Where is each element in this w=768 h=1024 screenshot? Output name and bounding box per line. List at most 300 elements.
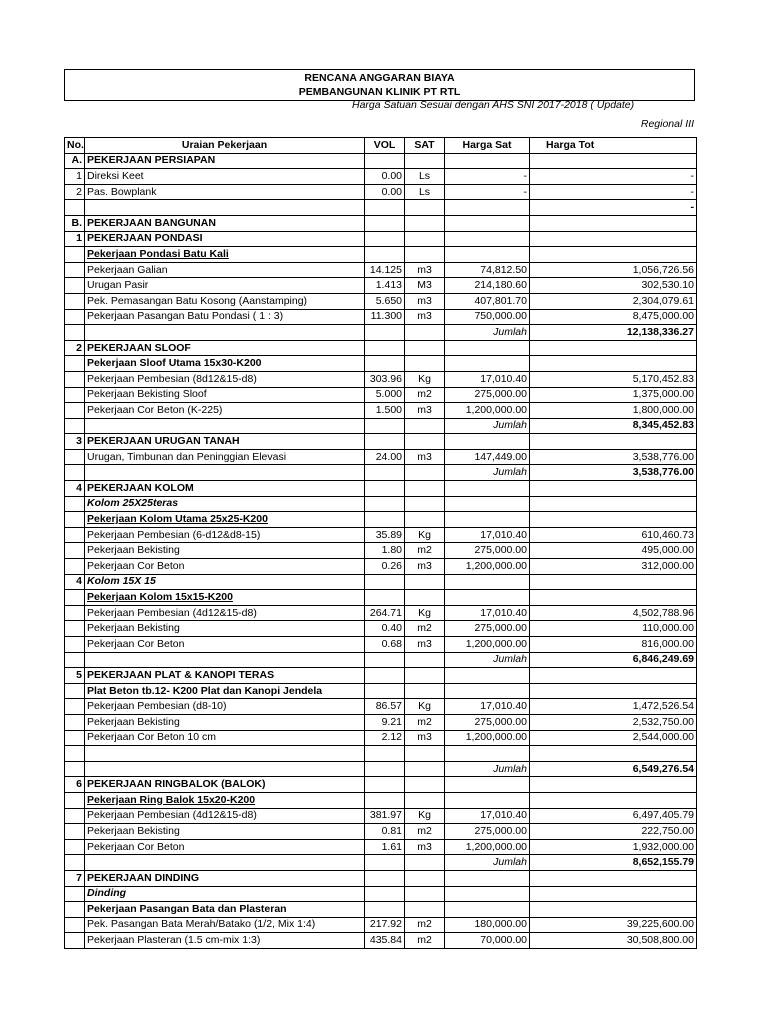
- cell-no: [65, 590, 85, 606]
- cell-sat: Kg: [405, 699, 445, 715]
- cell-sat: [405, 902, 445, 918]
- cell-vol: 1.80: [365, 543, 405, 559]
- cell-vol: [365, 496, 405, 512]
- cell-vol: 0.00: [365, 184, 405, 200]
- cell-vol: 5.650: [365, 293, 405, 309]
- table-row: [65, 933, 697, 949]
- cell-vol: 217.92: [365, 917, 405, 933]
- cell-no: [65, 465, 85, 481]
- cell-uraian: Pekerjaan Galian: [85, 262, 365, 278]
- cell-harga-sat: 275,000.00: [445, 543, 530, 559]
- cell-sat: [405, 668, 445, 684]
- cell-harga-tot: 1,375,000.00: [530, 387, 697, 403]
- cell-harga-tot: [530, 356, 697, 372]
- table-row: [65, 870, 697, 886]
- cell-harga-tot: 110,000.00: [530, 621, 697, 637]
- cell-uraian: Pek. Pemasangan Batu Kosong (Aanstamping): [85, 293, 365, 309]
- cell-harga-sat: 17,010.40: [445, 527, 530, 543]
- cell-no: [65, 496, 85, 512]
- cell-harga-tot: [530, 512, 697, 528]
- cell-sat: [405, 574, 445, 590]
- cell-no: A.: [65, 153, 85, 169]
- cell-uraian: Plat Beton tb.12- K200 Plat dan Kanopi Jendela: [85, 683, 365, 699]
- cell-vol: [365, 356, 405, 372]
- cell-no: [65, 247, 85, 263]
- cell-no: [65, 917, 85, 933]
- cell-no: [65, 621, 85, 637]
- cell-uraian: Pekerjaan Plasteran (1.5 cm-mix 1:3): [85, 933, 365, 949]
- cell-no: [65, 761, 85, 777]
- cell-no: [65, 543, 85, 559]
- table-row: [65, 512, 697, 528]
- cell-vol: [365, 465, 405, 481]
- cell-harga-sat: 407,801.70: [445, 293, 530, 309]
- price-basis-note: Harga Satuan Sesuai dengan AHS SNI 2017-2018 ( Update): [352, 99, 635, 111]
- cell-vol: [365, 247, 405, 263]
- cell-vol: [365, 668, 405, 684]
- cell-sat: [405, 200, 445, 216]
- cell-vol: [365, 652, 405, 668]
- cell-no: 1: [65, 231, 85, 247]
- cell-harga-sat: [445, 496, 530, 512]
- cell-vol: 435.84: [365, 933, 405, 949]
- table-row: [65, 683, 697, 699]
- cell-sat: m2: [405, 917, 445, 933]
- table-row: [65, 434, 697, 450]
- table-row: [65, 169, 697, 185]
- table-row: [65, 714, 697, 730]
- cell-harga-tot: 3,538,776.00: [530, 449, 697, 465]
- cell-harga-sat: 180,000.00: [445, 917, 530, 933]
- cell-sat: m3: [405, 293, 445, 309]
- cell-no: [65, 325, 85, 341]
- table-row: [65, 278, 697, 294]
- table-row: [65, 418, 697, 434]
- cell-uraian: Pekerjaan Bekisting: [85, 621, 365, 637]
- cell-uraian: Urugan, Timbunan dan Peninggian Elevasi: [85, 449, 365, 465]
- cell-uraian: Pekerjaan Kolom Utama 25x25-K200: [85, 512, 365, 528]
- cell-sat: [405, 683, 445, 699]
- cell-harga-tot: [530, 777, 697, 793]
- cell-harga-tot: 12,138,336.27: [530, 325, 697, 341]
- cell-sat: m3: [405, 403, 445, 419]
- cell-uraian: PEKERJAAN SLOOF: [85, 340, 365, 356]
- cell-uraian: Pekerjaan Bekisting: [85, 824, 365, 840]
- cell-harga-tot: 302,530.10: [530, 278, 697, 294]
- cell-uraian: [85, 746, 365, 762]
- cell-harga-sat: Jumlah: [445, 855, 530, 871]
- cell-vol: 1.413: [365, 278, 405, 294]
- header-harga-tot-label: Harga Tot: [546, 138, 595, 151]
- table-row: [65, 356, 697, 372]
- cell-harga-tot: 1,932,000.00: [530, 839, 697, 855]
- cost-estimate-table: [64, 137, 697, 949]
- cell-vol: [365, 481, 405, 497]
- cell-vol: 0.26: [365, 559, 405, 575]
- cell-harga-tot: [530, 792, 697, 808]
- cell-harga-tot: [530, 574, 697, 590]
- header-sat: SAT: [405, 138, 445, 154]
- cell-uraian: PEKERJAAN RINGBALOK (BALOK): [85, 777, 365, 793]
- cell-uraian: Pekerjaan Pembesian (4d12&15-d8): [85, 605, 365, 621]
- cell-vol: 264.71: [365, 605, 405, 621]
- cell-uraian: Pekerjaan Cor Beton: [85, 637, 365, 653]
- cell-vol: 0.81: [365, 824, 405, 840]
- table-row: [65, 231, 697, 247]
- cell-harga-tot: 3,538,776.00: [530, 465, 697, 481]
- cell-harga-sat: 74,812.50: [445, 262, 530, 278]
- cell-vol: 0.68: [365, 637, 405, 653]
- cell-no: 7: [65, 870, 85, 886]
- cell-harga-sat: [445, 902, 530, 918]
- cell-harga-sat: [445, 683, 530, 699]
- table-row: [65, 886, 697, 902]
- table-row: [65, 792, 697, 808]
- table-row: [65, 824, 697, 840]
- cell-vol: 14.125: [365, 262, 405, 278]
- header-vol: VOL: [365, 138, 405, 154]
- header-harga-sat: Harga Sat: [445, 138, 530, 154]
- cell-vol: 1.61: [365, 839, 405, 855]
- cell-no: [65, 808, 85, 824]
- table-row: [65, 839, 697, 855]
- cell-no: [65, 356, 85, 372]
- cell-sat: [405, 652, 445, 668]
- cell-harga-sat: [445, 247, 530, 263]
- cell-harga-sat: 17,010.40: [445, 371, 530, 387]
- cell-no: [65, 714, 85, 730]
- cell-sat: [405, 325, 445, 341]
- cell-harga-tot: 2,304,079.61: [530, 293, 697, 309]
- cell-sat: [405, 855, 445, 871]
- cell-sat: [405, 356, 445, 372]
- cell-sat: [405, 496, 445, 512]
- cell-sat: [405, 886, 445, 902]
- table-row: [65, 496, 697, 512]
- cell-no: 4: [65, 481, 85, 497]
- cell-vol: 86.57: [365, 699, 405, 715]
- cell-no: [65, 200, 85, 216]
- cell-harga-tot: [530, 481, 697, 497]
- cell-harga-tot: 610,460.73: [530, 527, 697, 543]
- cell-uraian: Pekerjaan Kolom 15x15-K200: [85, 590, 365, 606]
- cell-sat: m2: [405, 824, 445, 840]
- cell-vol: [365, 512, 405, 528]
- table-row: [65, 559, 697, 575]
- cell-harga-sat: 275,000.00: [445, 824, 530, 840]
- cell-sat: [405, 792, 445, 808]
- cell-vol: [365, 683, 405, 699]
- cell-vol: [365, 200, 405, 216]
- cell-no: [65, 855, 85, 871]
- table-row: [65, 652, 697, 668]
- table-body: [65, 153, 697, 948]
- region-label: Regional III: [640, 118, 694, 130]
- cell-harga-tot: [530, 683, 697, 699]
- cell-harga-tot: [530, 434, 697, 450]
- cell-no: [65, 371, 85, 387]
- cell-no: [65, 699, 85, 715]
- cell-sat: [405, 434, 445, 450]
- cell-no: 3: [65, 434, 85, 450]
- cell-harga-sat: 275,000.00: [445, 714, 530, 730]
- cell-vol: [365, 761, 405, 777]
- cell-vol: [365, 215, 405, 231]
- cell-vol: 2.12: [365, 730, 405, 746]
- cell-sat: [405, 418, 445, 434]
- cell-uraian: Pekerjaan Sloof Utama 15x30-K200: [85, 356, 365, 372]
- table-row: [65, 309, 697, 325]
- cell-harga-tot: [530, 231, 697, 247]
- cell-harga-tot: 1,056,726.56: [530, 262, 697, 278]
- cell-harga-sat: 1,200,000.00: [445, 559, 530, 575]
- cell-no: [65, 449, 85, 465]
- cell-harga-tot: 6,549,276.54: [530, 761, 697, 777]
- cell-no: [65, 637, 85, 653]
- table-row: [65, 200, 697, 216]
- cell-harga-tot: [530, 668, 697, 684]
- table-row: [65, 403, 697, 419]
- cell-harga-sat: [445, 356, 530, 372]
- cell-harga-sat: -: [445, 184, 530, 200]
- cell-uraian: PEKERJAAN PLAT & KANOPI TERAS: [85, 668, 365, 684]
- cell-harga-tot: 30,508,800.00: [530, 933, 697, 949]
- cell-no: [65, 403, 85, 419]
- cell-harga-tot: 6,497,405.79: [530, 808, 697, 824]
- table-row: [65, 699, 697, 715]
- table-row: [65, 574, 697, 590]
- title-line-1: RENCANA ANGGARAN BIAYA: [304, 72, 455, 84]
- cell-vol: 381.97: [365, 808, 405, 824]
- cell-sat: [405, 870, 445, 886]
- cell-vol: [365, 746, 405, 762]
- cell-no: [65, 730, 85, 746]
- cell-uraian: PEKERJAAN DINDING: [85, 870, 365, 886]
- cell-no: [65, 792, 85, 808]
- cell-harga-tot: 1,800,000.00: [530, 403, 697, 419]
- cell-uraian: PEKERJAAN URUGAN TANAH: [85, 434, 365, 450]
- cell-harga-tot: [530, 215, 697, 231]
- cell-vol: 24.00: [365, 449, 405, 465]
- cell-harga-sat: 1,200,000.00: [445, 839, 530, 855]
- cell-no: [65, 886, 85, 902]
- cell-sat: m3: [405, 309, 445, 325]
- cell-harga-tot: [530, 886, 697, 902]
- cell-harga-sat: [445, 746, 530, 762]
- cell-uraian: Pekerjaan Cor Beton 10 cm: [85, 730, 365, 746]
- document-title-box: [64, 69, 695, 101]
- cell-sat: m2: [405, 621, 445, 637]
- cell-vol: [365, 231, 405, 247]
- cell-harga-tot: 1,472,526.54: [530, 699, 697, 715]
- cell-harga-sat: Jumlah: [445, 418, 530, 434]
- table-row: [65, 293, 697, 309]
- table-row: [65, 340, 697, 356]
- cell-vol: [365, 418, 405, 434]
- table-row: [65, 730, 697, 746]
- cell-harga-sat: 1,200,000.00: [445, 730, 530, 746]
- cell-harga-sat: [445, 481, 530, 497]
- cell-harga-sat: [445, 668, 530, 684]
- cell-vol: 0.40: [365, 621, 405, 637]
- cell-no: [65, 278, 85, 294]
- cell-uraian: [85, 200, 365, 216]
- cell-no: 1: [65, 169, 85, 185]
- cell-harga-sat: 750,000.00: [445, 309, 530, 325]
- table-row: [65, 481, 697, 497]
- table-row: [65, 215, 697, 231]
- table-row: [65, 605, 697, 621]
- cell-harga-tot: [530, 247, 697, 263]
- cell-sat: m2: [405, 543, 445, 559]
- cell-vol: 303.96: [365, 371, 405, 387]
- table-row: [65, 184, 697, 200]
- cell-harga-sat: [445, 870, 530, 886]
- table-row: [65, 527, 697, 543]
- cell-harga-sat: 147,449.00: [445, 449, 530, 465]
- cell-uraian: Pekerjaan Pembesian (6-d12&d8-15): [85, 527, 365, 543]
- cell-sat: m3: [405, 262, 445, 278]
- cell-sat: m3: [405, 839, 445, 855]
- table-row: [65, 262, 697, 278]
- cell-uraian: Pekerjaan Bekisting: [85, 543, 365, 559]
- table-row: [65, 746, 697, 762]
- cell-sat: Kg: [405, 371, 445, 387]
- cell-uraian: Pekerjaan Pembesian (4d12&15-d8): [85, 808, 365, 824]
- table-row: [65, 371, 697, 387]
- cell-no: [65, 387, 85, 403]
- cell-uraian: Pekerjaan Pondasi Batu Kali: [85, 247, 365, 263]
- cell-harga-tot: [530, 870, 697, 886]
- cell-vol: [365, 886, 405, 902]
- cell-no: [65, 683, 85, 699]
- cell-harga-sat: -: [445, 169, 530, 185]
- cell-sat: [405, 340, 445, 356]
- cell-harga-sat: [445, 574, 530, 590]
- table-row: [65, 902, 697, 918]
- cell-no: 6: [65, 777, 85, 793]
- cell-uraian: Pekerjaan Cor Beton: [85, 559, 365, 575]
- cell-uraian: PEKERJAAN PONDASI: [85, 231, 365, 247]
- cell-sat: [405, 746, 445, 762]
- cell-vol: 5.000: [365, 387, 405, 403]
- title-line-2: PEMBANGUNAN KLINIK PT RTL: [298, 86, 461, 98]
- cell-no: 5: [65, 668, 85, 684]
- cell-sat: m3: [405, 730, 445, 746]
- cell-harga-tot: 312,000.00: [530, 559, 697, 575]
- cell-uraian: Pekerjaan Pembesian (8d12&15-d8): [85, 371, 365, 387]
- cell-harga-sat: 17,010.40: [445, 605, 530, 621]
- cell-harga-tot: [530, 902, 697, 918]
- header-no: No.: [65, 138, 85, 154]
- table-row: [65, 387, 697, 403]
- cell-no: B.: [65, 215, 85, 231]
- cell-vol: 35.89: [365, 527, 405, 543]
- cell-vol: [365, 870, 405, 886]
- cell-sat: Kg: [405, 527, 445, 543]
- cell-harga-tot: [530, 746, 697, 762]
- cell-no: [65, 559, 85, 575]
- cell-no: [65, 309, 85, 325]
- cell-harga-sat: Jumlah: [445, 465, 530, 481]
- cell-sat: Kg: [405, 808, 445, 824]
- cell-uraian: Direksi Keet: [85, 169, 365, 185]
- cell-harga-tot: 5,170,452.83: [530, 371, 697, 387]
- cell-sat: [405, 777, 445, 793]
- cell-sat: Ls: [405, 169, 445, 185]
- cell-sat: [405, 465, 445, 481]
- cell-harga-sat: [445, 886, 530, 902]
- cell-uraian: Pekerjaan Bekisting Sloof: [85, 387, 365, 403]
- cell-harga-sat: [445, 200, 530, 216]
- cell-uraian: Pekerjaan Pasangan Batu Pondasi ( 1 : 3): [85, 309, 365, 325]
- cell-uraian: [85, 855, 365, 871]
- cell-uraian: PEKERJAAN BANGUNAN: [85, 215, 365, 231]
- cell-sat: [405, 247, 445, 263]
- cell-sat: m2: [405, 714, 445, 730]
- cell-sat: [405, 512, 445, 528]
- cell-uraian: [85, 761, 365, 777]
- table-row: [65, 247, 697, 263]
- cell-sat: [405, 590, 445, 606]
- cell-vol: [365, 153, 405, 169]
- cell-sat: M3: [405, 278, 445, 294]
- cell-uraian: Pek. Pasangan Bata Merah/Batako (1/2, Mix 1:4): [85, 917, 365, 933]
- cell-sat: [405, 481, 445, 497]
- cell-harga-tot: 6,846,249.69: [530, 652, 697, 668]
- cell-sat: [405, 153, 445, 169]
- cell-harga-sat: 17,010.40: [445, 808, 530, 824]
- cell-harga-sat: [445, 231, 530, 247]
- cell-no: [65, 418, 85, 434]
- table-row: [65, 465, 697, 481]
- cell-vol: 1.500: [365, 403, 405, 419]
- table-row: [65, 808, 697, 824]
- table-row: [65, 153, 697, 169]
- cell-uraian: Pekerjaan Pasangan Bata dan Plasteran: [85, 902, 365, 918]
- cell-uraian: [85, 418, 365, 434]
- cell-uraian: Kolom 15X 15: [85, 574, 365, 590]
- cell-no: [65, 933, 85, 949]
- cell-uraian: Pekerjaan Cor Beton: [85, 839, 365, 855]
- cell-no: 2: [65, 184, 85, 200]
- cell-uraian: Pekerjaan Cor Beton (K-225): [85, 403, 365, 419]
- cell-no: 4: [65, 574, 85, 590]
- cell-no: [65, 512, 85, 528]
- cell-no: [65, 839, 85, 855]
- table-row: [65, 761, 697, 777]
- cell-harga-sat: 214,180.60: [445, 278, 530, 294]
- header-uraian: Uraian Pekerjaan: [85, 138, 365, 154]
- cell-uraian: Dinding: [85, 886, 365, 902]
- cell-no: [65, 293, 85, 309]
- cell-sat: m3: [405, 559, 445, 575]
- cell-uraian: Pekerjaan Bekisting: [85, 714, 365, 730]
- table-row: [65, 621, 697, 637]
- cell-harga-sat: [445, 434, 530, 450]
- cell-uraian: [85, 465, 365, 481]
- table-row: [65, 325, 697, 341]
- table-row: [65, 668, 697, 684]
- cell-harga-sat: [445, 215, 530, 231]
- cell-sat: [405, 231, 445, 247]
- cell-uraian: [85, 652, 365, 668]
- cell-vol: 9.21: [365, 714, 405, 730]
- cell-harga-tot: -: [530, 169, 697, 185]
- cell-vol: [365, 434, 405, 450]
- cell-sat: Kg: [405, 605, 445, 621]
- cell-harga-tot: [530, 153, 697, 169]
